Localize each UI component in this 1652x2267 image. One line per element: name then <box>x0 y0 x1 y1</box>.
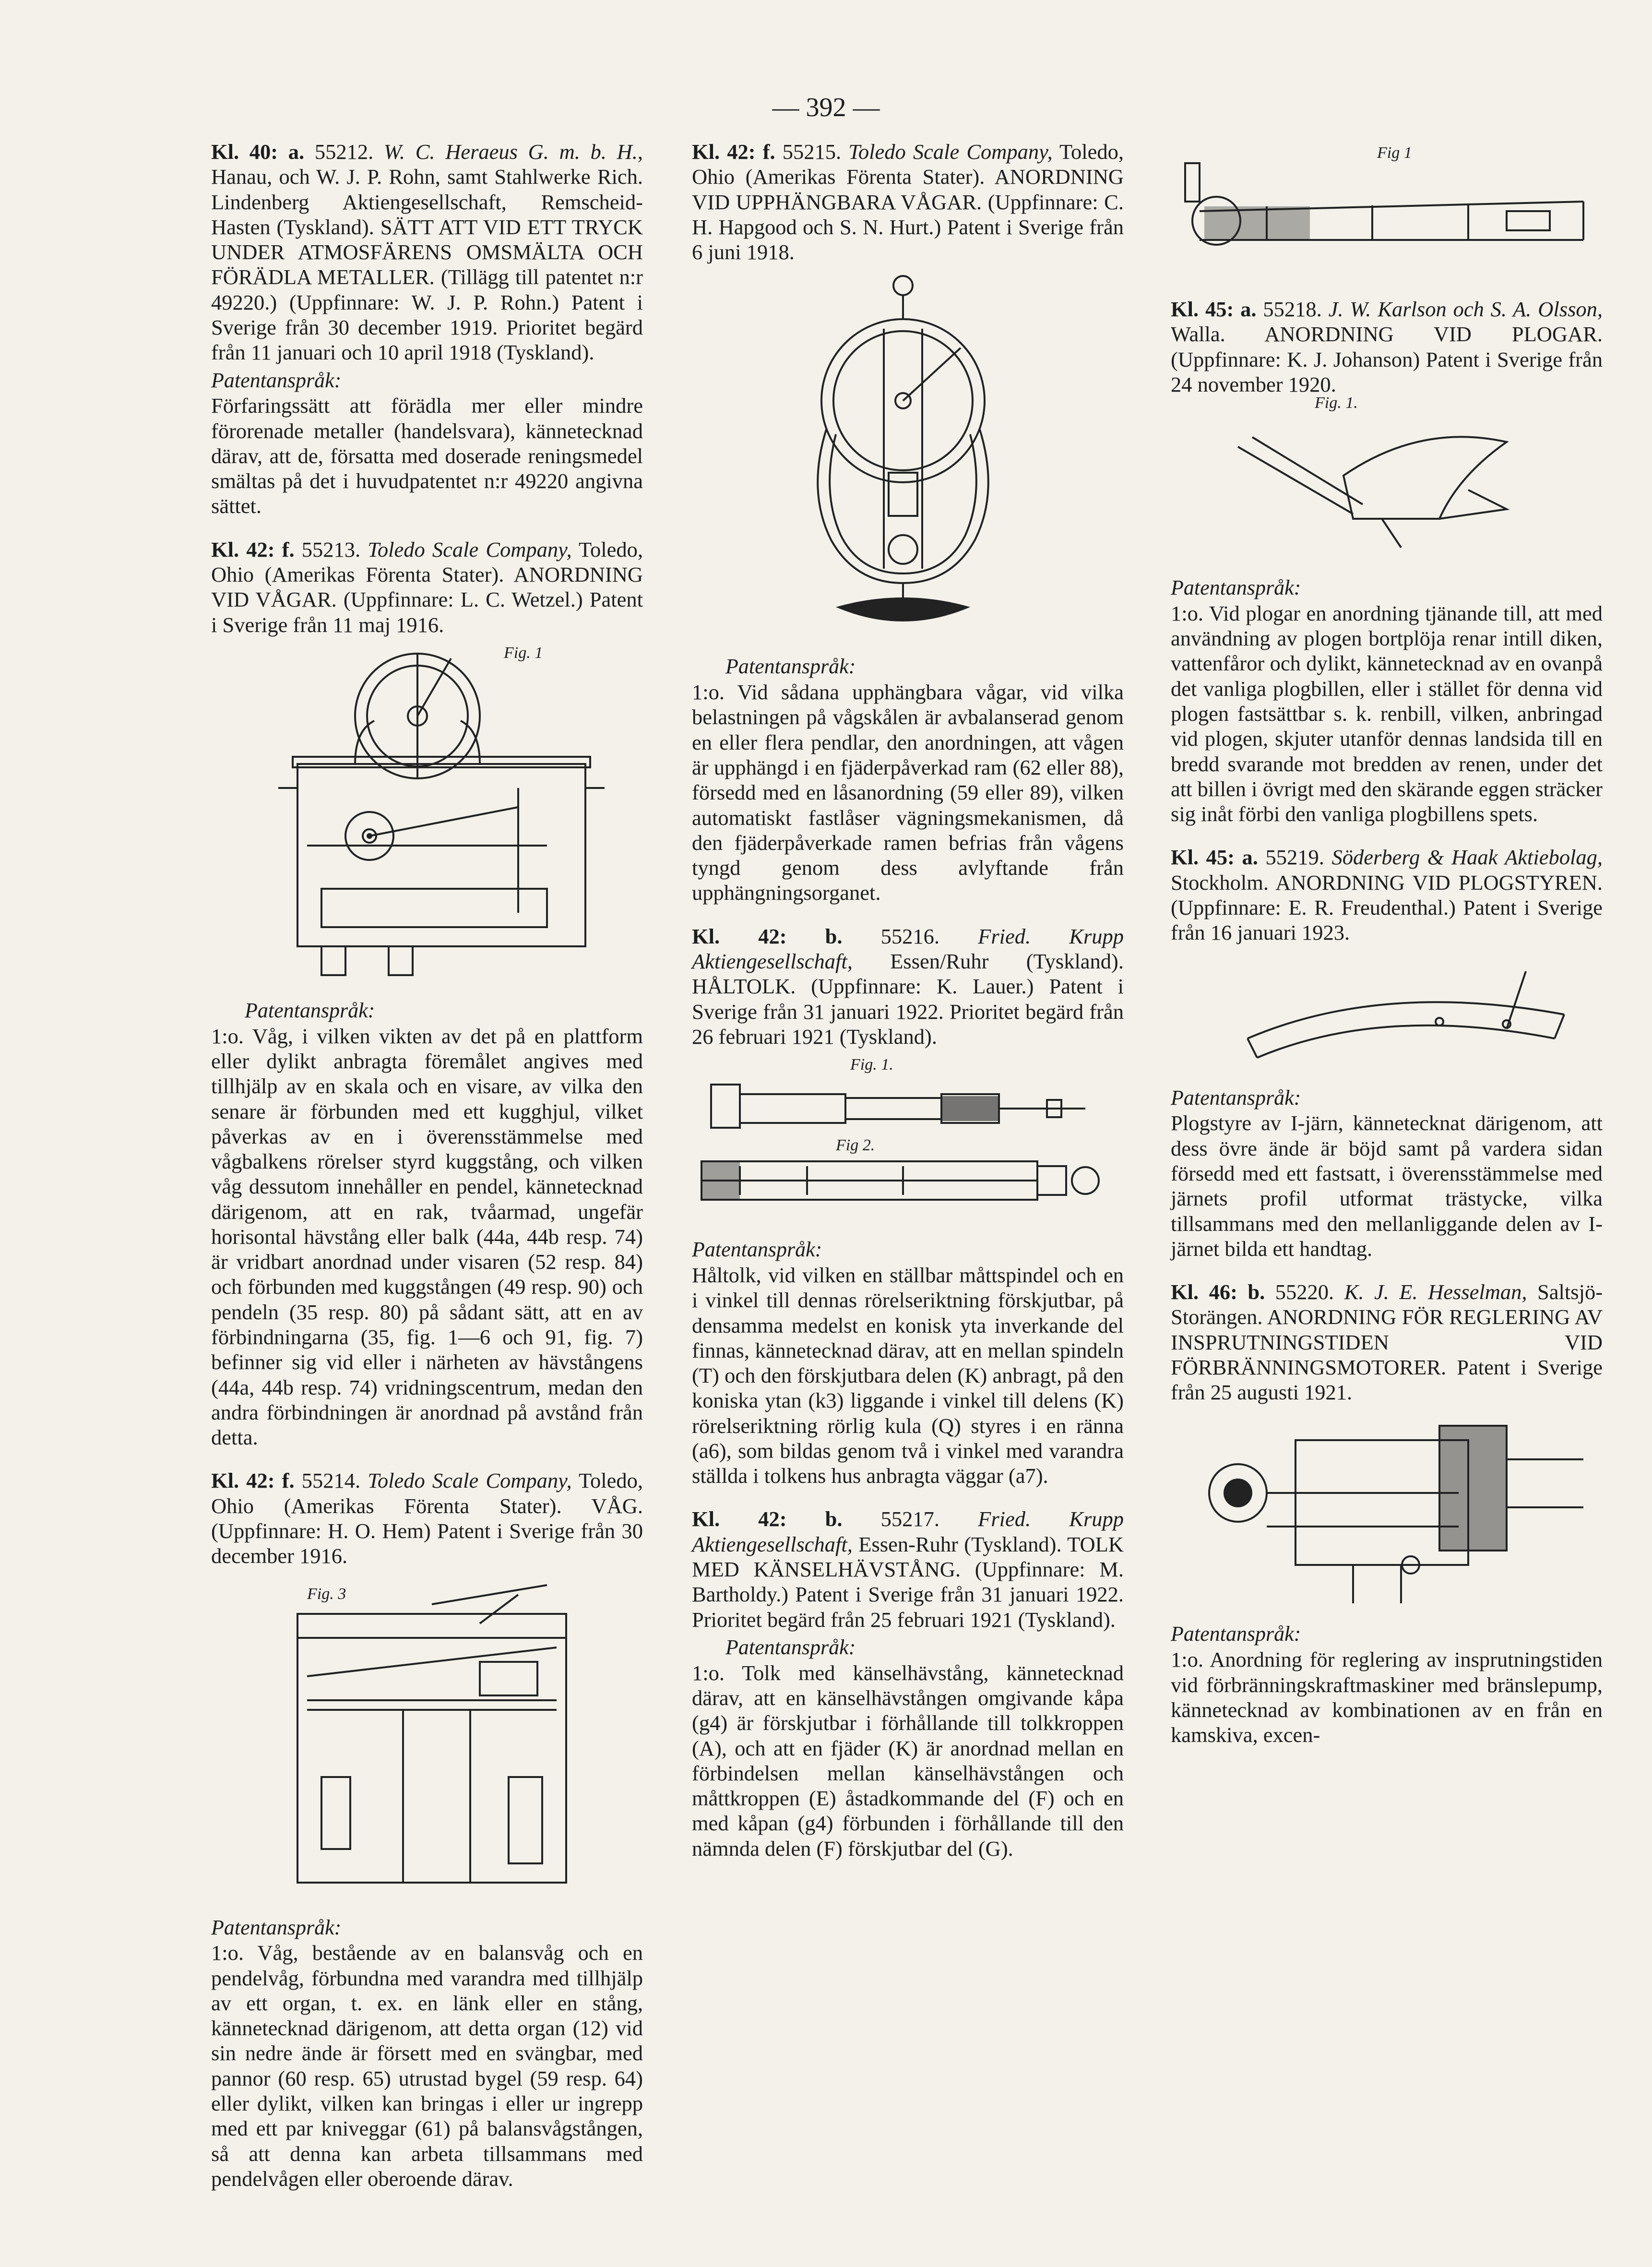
patent-entry-55216 <box>692 924 1124 1489</box>
claim-label: Patentanspråk: <box>1171 576 1301 600</box>
patent-number: 55216. <box>880 924 940 948</box>
patent-class: Kl. 42: b. <box>692 924 843 948</box>
claim-text: 1:o. Vid plogar en anordning tjänande till, att med användning av plogen bortplöja renar intill diken, vattenfåror och dylikt, kännetecknad av en ovanpå det vanliga plogbillen, eller i stället för denna vid plogen fastsättbar s. k. renbill, vilken, anbringad vid plogen, skjuter utanför dennas landsida till en bredd svarande mot bredden av renen, under det att billen i övrigt med den skärande eggen sträcker sig inåt förbi den vanliga plogbillens spets. <box>1171 601 1603 826</box>
patent-entry-55212 <box>211 139 643 519</box>
patent-number: 55212. <box>314 140 374 164</box>
patent-entry-55219 <box>1171 845 1603 1261</box>
column-right <box>1171 144 1603 1766</box>
applicants: Toledo Scale Company, <box>368 537 572 561</box>
figure-caption: Fig. 1 <box>504 644 543 662</box>
claim-label: Patentanspråk: <box>211 368 342 392</box>
patent-number: 55217. <box>880 1507 940 1531</box>
applicants: Fried. Krupp Aktiengesellschaft, <box>692 1507 1124 1556</box>
patent-header: Essen/Ruhr (Tyskland). HÅLTOLK. (Uppfinnare: K. Lauer.) Patent i Sverige från 31 januari 1922. Prioritet begärd från 26 februari 1921 (Tyskland). <box>692 949 1124 1049</box>
figure-balance-scale <box>211 1575 643 1907</box>
patent-number: 55213. <box>301 537 361 561</box>
column-left <box>211 139 643 2209</box>
claim-label: Patentanspråk: <box>211 1915 342 1939</box>
plough-drawing <box>1171 404 1603 567</box>
patent-entry-55220 <box>1171 1279 1603 1747</box>
figure-caption: Fig. 3 <box>307 1585 346 1603</box>
patent-header: Toledo, Ohio (Amerikas Förenta Stater). ANORDNING VID VÅGAR. (Uppfinnare: L. C. Wetzel.) Patent i Sverige från 11 maj 1916. <box>211 537 643 637</box>
patent-number: 55218. <box>1263 297 1322 321</box>
scale-dial-drawing <box>211 644 643 990</box>
figure-caption: Fig 1 <box>1377 144 1412 162</box>
claim-text: 1:o. Tolk med känselhävstång, kännetecknad därav, att en känselhävstången omgivande kåpa (g4) är förskjutbar i förhållande till tolkkroppen (A), och att en fjäder (K) är anordnad mellan en förbindelsen mellan känselhävstången och måttkroppen (E) åstadkommande del (F) och en med kåpan (g4) förbunden i förhållande till den nämnda delen (F) förskjutbar del (G). <box>692 1660 1124 1861</box>
figure-hole-gauge <box>692 1056 1124 1229</box>
claim-label: Patentanspråk: <box>1171 1086 1301 1110</box>
patent-header: Toledo, Ohio (Amerikas Förenta Stater). ANORDNING VID UPPHÄNGBARA VÅGAR. (Uppfinnare: C. H. Hapgood och S. N. Hurt.) Patent i Sverige från 6 juni 1918. <box>692 140 1124 264</box>
hanging-scale-drawing <box>692 271 1124 645</box>
patent-class: Kl. 42: f. <box>692 140 775 164</box>
claim-label: Patentanspråk: <box>725 1635 856 1659</box>
patent-class: Kl. 46: b. <box>1171 1280 1265 1304</box>
claim-text: 1:o. Våg, bestående av en balansvåg och en pendelvåg, förbundna med varandra med tillhjälp av ett organ, t. ex. en länk eller en stång, kännetecknad därigenom, att detta organ (12) vid sin nedre ände är försett med en svängbar, med pannor (60 resp. 65) utrustad bygel (59 resp. 64) eller dylikt, vilken kan bringas i eller ur ingrepp med ett par kniveggar (61) på balansvågstången, så att denna kan arbeta tillsammans med pendelvågen eller oberoende därav. <box>211 1941 643 2191</box>
claim-text: 1:o. Vid sådana upphängbara vågar, vid vilka belastningen på vågskålen är avbalanserad genom en eller flera pendlar, den anordningen, att vågen är upphängd i en fjäderpåverkad ram (62 eller 88), försedd med en låsanordning (59 eller 89), vilken automatiskt fastlåser vägningsmekanismen, då den fjäderpåverkade ramen befrias från vågens tyngd genom dess avlyftande från upphängningsorganet. <box>692 680 1124 905</box>
patent-entry-55217 <box>692 1506 1124 1861</box>
claim-text-part1 <box>692 1660 1124 1861</box>
patent-entry-55218 <box>1171 297 1603 826</box>
patent-header: Stockholm. ANORDNING VID PLOGSTYREN. (Uppfinnare: E. R. Freudenthal.) Patent i Sverige från 16 januari 1923. <box>1171 870 1603 945</box>
patent-number: 55214. <box>301 1468 361 1493</box>
patent-entry-55214 <box>211 1468 643 2191</box>
patent-header: Walla. ANORDNING VID PLOGAR. (Uppfinnare: K. J. Johanson) Patent i Sverige från 24 november 1920. <box>1171 322 1603 396</box>
patent-class: Kl. 45: a. <box>1171 297 1257 321</box>
patent-class: Kl. 40: a. <box>211 140 305 164</box>
figure-feeler-gauge <box>1171 144 1603 288</box>
patent-entry-55213 <box>211 537 643 1450</box>
patent-class: Kl. 42: b. <box>692 1507 843 1531</box>
patent-number: 55215. <box>782 140 842 164</box>
patent-header: Toledo, Ohio (Amerikas Förenta Stater). VÅG. (Uppfinnare: H. O. Hem) Patent i Sverige från 30 december 1916. <box>211 1468 643 1568</box>
applicants: K. J. E. Hesselman, <box>1344 1280 1527 1304</box>
figure-hanging-scale <box>692 271 1124 645</box>
injection-pump-drawing <box>1171 1411 1603 1613</box>
figure-scale-dial <box>211 644 643 990</box>
claim-label: Patentanspråk: <box>1171 1622 1301 1646</box>
claim-label: Patentanspråk: <box>725 655 856 679</box>
patent-header: Essen-Ruhr (Tyskland). TOLK MED KÄNSELHÄVSTÅNG. (Uppfinnare: M. Bartholdy.) Patent i Sverige från 31 januari 1922. Prioritet begärd från 25 februari 1921 (Tyskland). <box>692 1532 1124 1632</box>
claim-text: Plogstyre av I-järn, kännetecknat därigenom, att dess övre ände är böjd samt på vardera sidan försedd med ett fastsatt, i överensstämmelse med järnets profil utformat trästycke, vilka tillsammans med den mellanliggande delen av I-järnet bilda ett handtag. <box>1171 1111 1603 1261</box>
claim-text: Håltolk, vid vilken en ställbar måttspindel och en i vinkel till dennas rörelseriktning förskjutbar, på densamma medelst en konisk yta inverkande del finnas, kännetecknad därav, att en mellan spindeln (T) och den förskjutbara delen (K) anbragt, på den koniska ytan (k3) liggande i vinkel till delens (K) rörelseriktning rörlig kula (Q) styres i en ränna (a6), som bildas genom två i vinkel med varandra ställda i tolkens hus anbragta väggar (a7). <box>692 1263 1124 1488</box>
patent-header: Saltsjö-Storängen. ANORDNING FÖR REGLERING AV INSPRUTNINGSTIDEN VID FÖRBRÄNNINGSMOTORER. Patent i Sverige från 25 augusti 1921. <box>1171 1280 1603 1405</box>
applicants: Fried. Krupp Aktiengesellschaft, <box>692 924 1124 974</box>
applicants: Toledo Scale Company, <box>848 140 1053 164</box>
page-number: — 392 — <box>772 93 880 122</box>
claim-label: Patentanspråk: <box>692 1238 822 1262</box>
figure-injection-pump <box>1171 1411 1603 1613</box>
claim-text: 1:o. Anordning för reglering av insprutningstiden vid förbränningskraftmaskiner med bränslepump, kännetecknad av kombinationen av en från en kamskiva, excen- <box>1171 1647 1603 1747</box>
figure-plough-handle <box>1171 952 1603 1077</box>
figure-caption: Fig. 1. <box>1315 394 1358 412</box>
applicants: Toledo Scale Company, <box>368 1468 572 1493</box>
feeler-gauge-drawing <box>1171 144 1603 288</box>
claim-text: 1:o. Våg, i vilken vikten av det på en plattform eller dylikt anbragta föremålet angives med tillhjälp av en skala och en visare, av vilka den senare är förbunden med ett kugghjul, vilket påverkas av en i överensstämmelse med vågbalkens rörelser styrd kuggstång, och vilken våg dessutom innehåller en pendel, kännetecknad därigenom, att en rak, tvåarmad, ungefär horisontal hävstång eller balk (44a, 44b resp. 74) är vridbart anordnad under visaren (52 resp. 84) och förbunden med kuggstången (49 resp. 90) och pendeln (35 resp. 80) på sådant sätt, att en av förbindningarna (35, fig. 1—6 och 91, fig. 7) befinner sig vid eller i närheten av hävstångens (44a, 44b resp. 74) vridningscentrum, medan den andra förbindningen är anordnad på avstånd från detta. <box>211 1024 643 1450</box>
patent-entry-55215 <box>692 139 1124 906</box>
figure-plough <box>1171 394 1603 567</box>
patent-class: Kl. 42: f. <box>211 1468 295 1493</box>
patent-header: , Hanau, och W. J. P. Rohn, samt Stahlwerke Rich. Lindenberg Aktiengesellschaft, Remscheid-Hasten (Tyskland). SÄTT ATT VID ETT TRYCK UNDER ATMOSFÄRENS OMSMÄLTA OCH FÖRÄDLA METALLER. (Tillägg till patentet n:r 49220.) (Uppfinnare: W. J. P. Rohn.) Patent i Sverige från 30 december 1919. Prioritet begärd från 11 januari och 10 april 1918 (Tyskland). <box>211 140 643 365</box>
patent-class: Kl. 42: f. <box>211 537 295 561</box>
applicants: W. C. Heraeus G. m. b. H. <box>383 140 638 164</box>
column-middle <box>692 139 1124 1879</box>
patent-class: Kl. 45: a. <box>1171 845 1258 870</box>
patent-number: 55220. <box>1275 1280 1334 1304</box>
claim-label: Patentanspråk: <box>245 998 375 1022</box>
figure-caption-2: Fig 2. <box>836 1136 875 1155</box>
plough-handle-drawing <box>1171 952 1603 1077</box>
hole-gauge-drawing <box>692 1056 1124 1229</box>
applicants: J. W. Karlson och S. A. Olsson, <box>1328 297 1603 321</box>
claim-text: Förfaringssätt att förädla mer eller mindre förorenade metaller (handelsvara), kännetecknad därav, att de, försatta med doserade reningsmedel smältas på det i huvudpatentet n:r 49220 angivna sättet. <box>211 394 643 518</box>
figure-caption-1: Fig. 1. <box>850 1056 893 1074</box>
balance-scale-drawing <box>211 1575 643 1907</box>
patent-number: 55219. <box>1265 845 1324 870</box>
applicants: Söderberg & Haak Aktiebolag, <box>1331 845 1603 870</box>
